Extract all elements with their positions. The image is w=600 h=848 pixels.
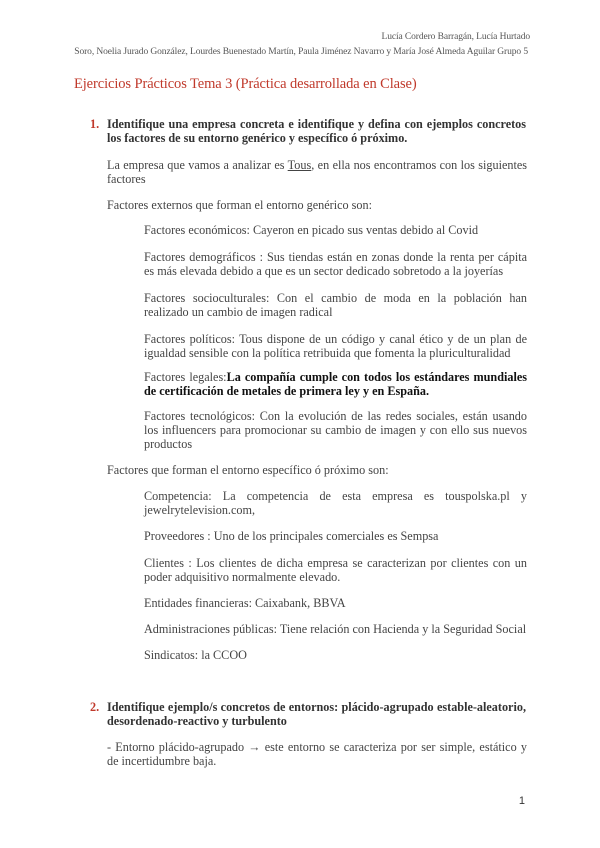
header-authors-line2: Soro, Noelia Jurado González, Lourdes Buenestado Martín, Paula Jiménez Navarro y María José Almeda Aguilar Grupo 5 bbox=[74, 47, 528, 57]
page-number: 1 bbox=[518, 795, 525, 807]
factor-proveedores: Proveedores : Uno de los principales comerciales es Sempsa bbox=[144, 529, 439, 543]
question-2-answer: - Entorno plácido-agrupado → este entorno se caracteriza por ser simple, estático y de incertidumbre baja. bbox=[107, 740, 527, 768]
intro-after: , en ella nos encontramos con los siguientes factores bbox=[107, 158, 527, 186]
question-2-number: 2. bbox=[90, 700, 100, 714]
factor-politicos: Factores políticos: Tous dispone de un código y canal ético y de un plan de igualdad sensible con la política retribuida que fomenta la pluriculturalidad bbox=[144, 332, 527, 360]
factor-legales bbox=[144, 370, 527, 398]
factor-competencia: Competencia: La competencia de esta empresa es touspolska.pl y jewelrytelevision.com, bbox=[144, 489, 527, 517]
question-1-text: Identifique una empresa concreta e identifique y defina con ejemplos concretos los factores de su entorno genérico y específico ó próximo. bbox=[107, 117, 526, 145]
intro-paragraph bbox=[107, 158, 527, 186]
factor-legales-text: La compañía cumple con todos los estándares mundiales de certificación de metales de primera ley y en España. bbox=[144, 370, 527, 398]
factor-socioculturales: Factores socioculturales: Con el cambio de moda en la población han realizado un cambio de imagen radical bbox=[144, 291, 527, 319]
factor-sindicatos: Sindicatos: la CCOO bbox=[144, 648, 247, 662]
company-name: Tous bbox=[287, 158, 312, 172]
question-2-text: Identifique ejemplo/s concretos de entornos: plácido-agrupado estable-aleatorio, desordenado-reactivo y turbulento bbox=[107, 700, 526, 728]
factor-tecnologicos: Factores tecnológicos: Con la evolución de las redes sociales, están usando los influencers para promocionar su cambio de imagen y con ello sus nuevos productos bbox=[144, 409, 527, 451]
factor-economicos: Factores económicos: Cayeron en picado sus ventas debido al Covid bbox=[144, 223, 479, 237]
factor-demograficos: Factores demográficos : Sus tiendas están en zonas donde la renta per cápita es más elevada debido a que es un sector dedicado sobretodo a la joyerías bbox=[144, 250, 527, 278]
factor-legales-label: Factores legales: bbox=[144, 370, 227, 384]
question-1-number: 1. bbox=[90, 117, 100, 131]
factor-administraciones: Administraciones públicas: Tiene relación con Hacienda y la Seguridad Social bbox=[144, 622, 527, 636]
specific-heading: Factores que forman el entorno específico ó próximo son: bbox=[107, 463, 389, 477]
generic-heading: Factores externos que forman el entorno genérico son: bbox=[107, 198, 372, 212]
factor-financieras: Entidades financieras: Caixabank, BBVA bbox=[144, 596, 346, 610]
intro-before: La empresa que vamos a analizar es bbox=[107, 158, 288, 172]
document-title: Ejercicios Prácticos Tema 3 (Práctica desarrollada en Clase) bbox=[74, 76, 417, 92]
factor-clientes: Clientes : Los clientes de dicha empresa se caracterizan por clientes con un poder adquisitivo normalmente elevado. bbox=[144, 556, 527, 584]
header-authors-line1: Lucía Cordero Barragán, Lucía Hurtado bbox=[381, 32, 530, 42]
